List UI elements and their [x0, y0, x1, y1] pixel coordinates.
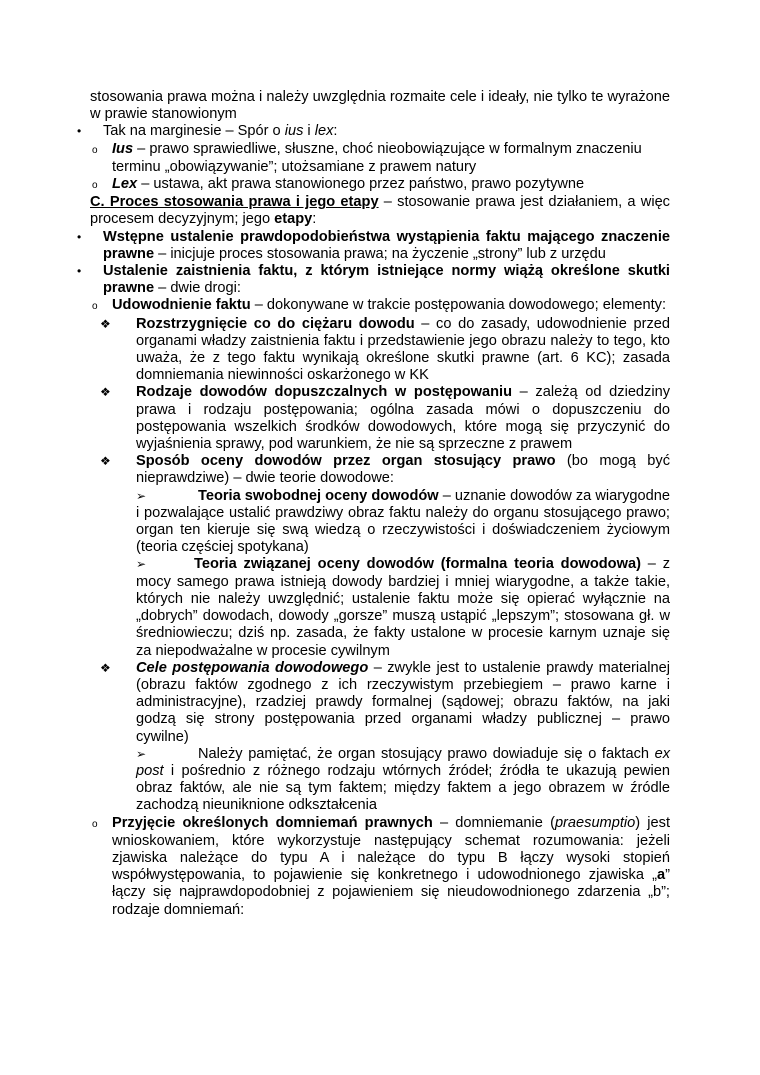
text: – ustawa, akt prawa stanowionego przez państwo, prawo pozytywne [137, 176, 585, 193]
text: i pośrednio z różnego rodzaju wtórnych źródeł; źródła te ukazują pewien obraz faktów, ale nie są tym faktem; między faktem a jego obrazem w źródle zachodzą nieuniknione odkształcenia [136, 762, 670, 814]
bold-text: Udowodnienie faktu [112, 297, 251, 314]
term-lex: lex [314, 123, 334, 140]
bold-text: Ustalenie zaistnienia faktu, z którym istniejące normy wiążą określone skutki prawne [103, 263, 670, 297]
theory-zwiazanej [136, 556, 670, 659]
text: i [303, 123, 315, 140]
arrow-bullet-icon: ➢ [136, 557, 147, 572]
circle-bullet-icon: o [92, 180, 98, 192]
element-cele-postepowania [100, 659, 670, 746]
subitem-domniemania [92, 814, 670, 919]
text: – dokonywane w trakcie postępowania dowodowego; elementy: [250, 297, 667, 314]
bold-text: Teoria swobodnej oceny dowodów [198, 487, 439, 504]
text: ) jest wnioskowaniem, które wykorzystuje następujący schemat rozumowania: jeżeli zjawiska należące do typu A i należące do typu B łączy wysoki stopień współwystępowania, to pojawienie się konkretnego i udowodnionego zjawiska „ [112, 814, 670, 884]
bold-text: Rozstrzygnięcie co do ciężaru dowodu [136, 315, 415, 332]
text: ” łączy się najprawdopodobniej z pojawieniem się nieudowodnionego zdarzenia „b”; rodzaje domniemań: [112, 867, 670, 918]
italic-text: ex post [136, 745, 670, 779]
arrow-bullet-icon: ➢ [136, 746, 147, 761]
bullet-icon: • [77, 124, 82, 139]
text: – prawo sprawiedliwe, słuszne, choć nieobowiązujące w formalnym znaczeniu terminu „obowiązywanie”; utożsamiane z prawem natury [112, 140, 642, 175]
element-sposob-oceny [100, 453, 670, 487]
text: – uznanie dowodów za wiarygodne i pozwalające ustalić prawdziwy obraz faktu należy do organu stosującego prawo; organ ten kieruje się swą wiedzą o rzeczywistości i doświadczeniem życiowym (teoria częściej spotykana) [136, 487, 670, 556]
bold-text: a [657, 867, 666, 884]
term: Lex [112, 176, 138, 193]
bullet-icon: • [77, 264, 82, 279]
subitem-lex [92, 176, 670, 194]
text: – domniemanie ( [432, 814, 555, 831]
circle-bullet-icon: o [92, 144, 98, 156]
section-heading: C. Proces stosowania prawa i jego etapy [90, 194, 379, 211]
bullet-ustalenie [77, 263, 670, 297]
bold-text: Wstępne ustalenie prawdopodobieństwa wystąpienia faktu mającego znaczenie prawne [103, 228, 670, 262]
note-ex-post [136, 746, 670, 815]
circle-bullet-icon: o [92, 301, 98, 313]
text: – inicjuje proces stosowania prawa; na życzenie „strony” lub z urzędu [154, 245, 606, 262]
text: – stosowanie prawa jest działaniem, a więc procesem decyzyjnym; jego [90, 194, 670, 228]
element-rodzaje-dowodow [100, 384, 670, 453]
section-c [90, 194, 670, 228]
text: – zwykle jest to ustalenie prawdy materialnej (obrazu faktów zgodnego z ich rzeczywistym przebiegiem – prawo karne i administracyjne), rzadziej prawdy formalnej (sądowej; obrazu faktów, na jaki godzą się strony postępowania przed organami władzy publicznej – prawo cywilne) [136, 659, 670, 745]
bold-text: Cele postępowania dowodowego [136, 659, 369, 676]
text: Tak na marginesie – Spór o [103, 123, 285, 140]
text: – zależą od dziedziny prawa i rodzaju postępowania; ogólna zasada mówi o dopuszczeniu do postępowania wszelkich środków dowodowych, które mogą się przyczynić do wyjaśnienia sprawy, pod warunkiem, że nie są sprzeczne z prawem [136, 384, 670, 453]
diamond-bullet-icon: ❖ [100, 454, 111, 469]
bullet-wstepne [77, 228, 670, 263]
diamond-bullet-icon: ❖ [100, 316, 111, 331]
term-ius: ius [284, 123, 304, 140]
text: : [333, 123, 338, 140]
text: – dwie drogi: [154, 280, 241, 297]
italic-text: praesumptio [554, 814, 636, 831]
bold-text: Rodzaje dowodów dopuszczalnych w postępowaniu [136, 384, 513, 401]
text: – z mocy samego prawa istnieją dowody bardziej i mniej wiarygodne, a także takie, których nie należy uwzględnić; ustalenie faktu może się opierać wyłącznie na „dobrych” dowodach, dowody „gorsze” muszą ustąpić „lepszym”; stosowana gł. w średniowieczu; dziś np. zasada, że fakty ustalone w procesie karnym uznaje się za niepodważalne w procesie cywilnym [136, 556, 671, 659]
bold-text: Sposób oceny dowodów przez organ stosujący prawo [136, 453, 556, 470]
bullet-icon: • [77, 229, 82, 244]
term: Ius [112, 140, 134, 157]
text: (bo mogą być nieprawdziwe) – dwie teorie dowodowe: [136, 453, 670, 487]
diamond-bullet-icon: ❖ [100, 385, 111, 400]
text: – co do zasady, udowodnienie przed organami władzy zaistnienia faktu i przedstawienie jego obrazu należy to tego, kto uważa, że z tego faktu wynikają określone skutki prawne (art. 6 KC); zasada domniemania niewinności oskarżonego w KK [136, 315, 670, 384]
text: Należy pamiętać, że organ stosujący prawo dowiaduje się o faktach [198, 745, 655, 762]
document-body [77, 89, 671, 919]
paragraph-intro: stosowania prawa można i należy uwzględnia rozmaite cele i ideały, nie tylko te wyrażone w prawie stanowionym [90, 89, 670, 123]
theory-swobodnej [136, 488, 670, 557]
bold-text: Przyjęcie określonych domniemań prawnych [112, 814, 433, 831]
bullet-ius-lex [77, 123, 670, 140]
text: : [312, 211, 317, 228]
arrow-bullet-icon: ➢ [136, 488, 147, 503]
subitem-ius [92, 140, 670, 176]
element-ciezar-dowodu [100, 315, 670, 385]
bold-text: Teoria związanej oceny dowodów (formalna teoria dowodowa) [194, 556, 641, 573]
circle-bullet-icon: o [92, 818, 98, 830]
diamond-bullet-icon: ❖ [100, 660, 111, 675]
bold-text: etapy [274, 211, 313, 228]
subitem-udowodnienie [92, 297, 670, 315]
